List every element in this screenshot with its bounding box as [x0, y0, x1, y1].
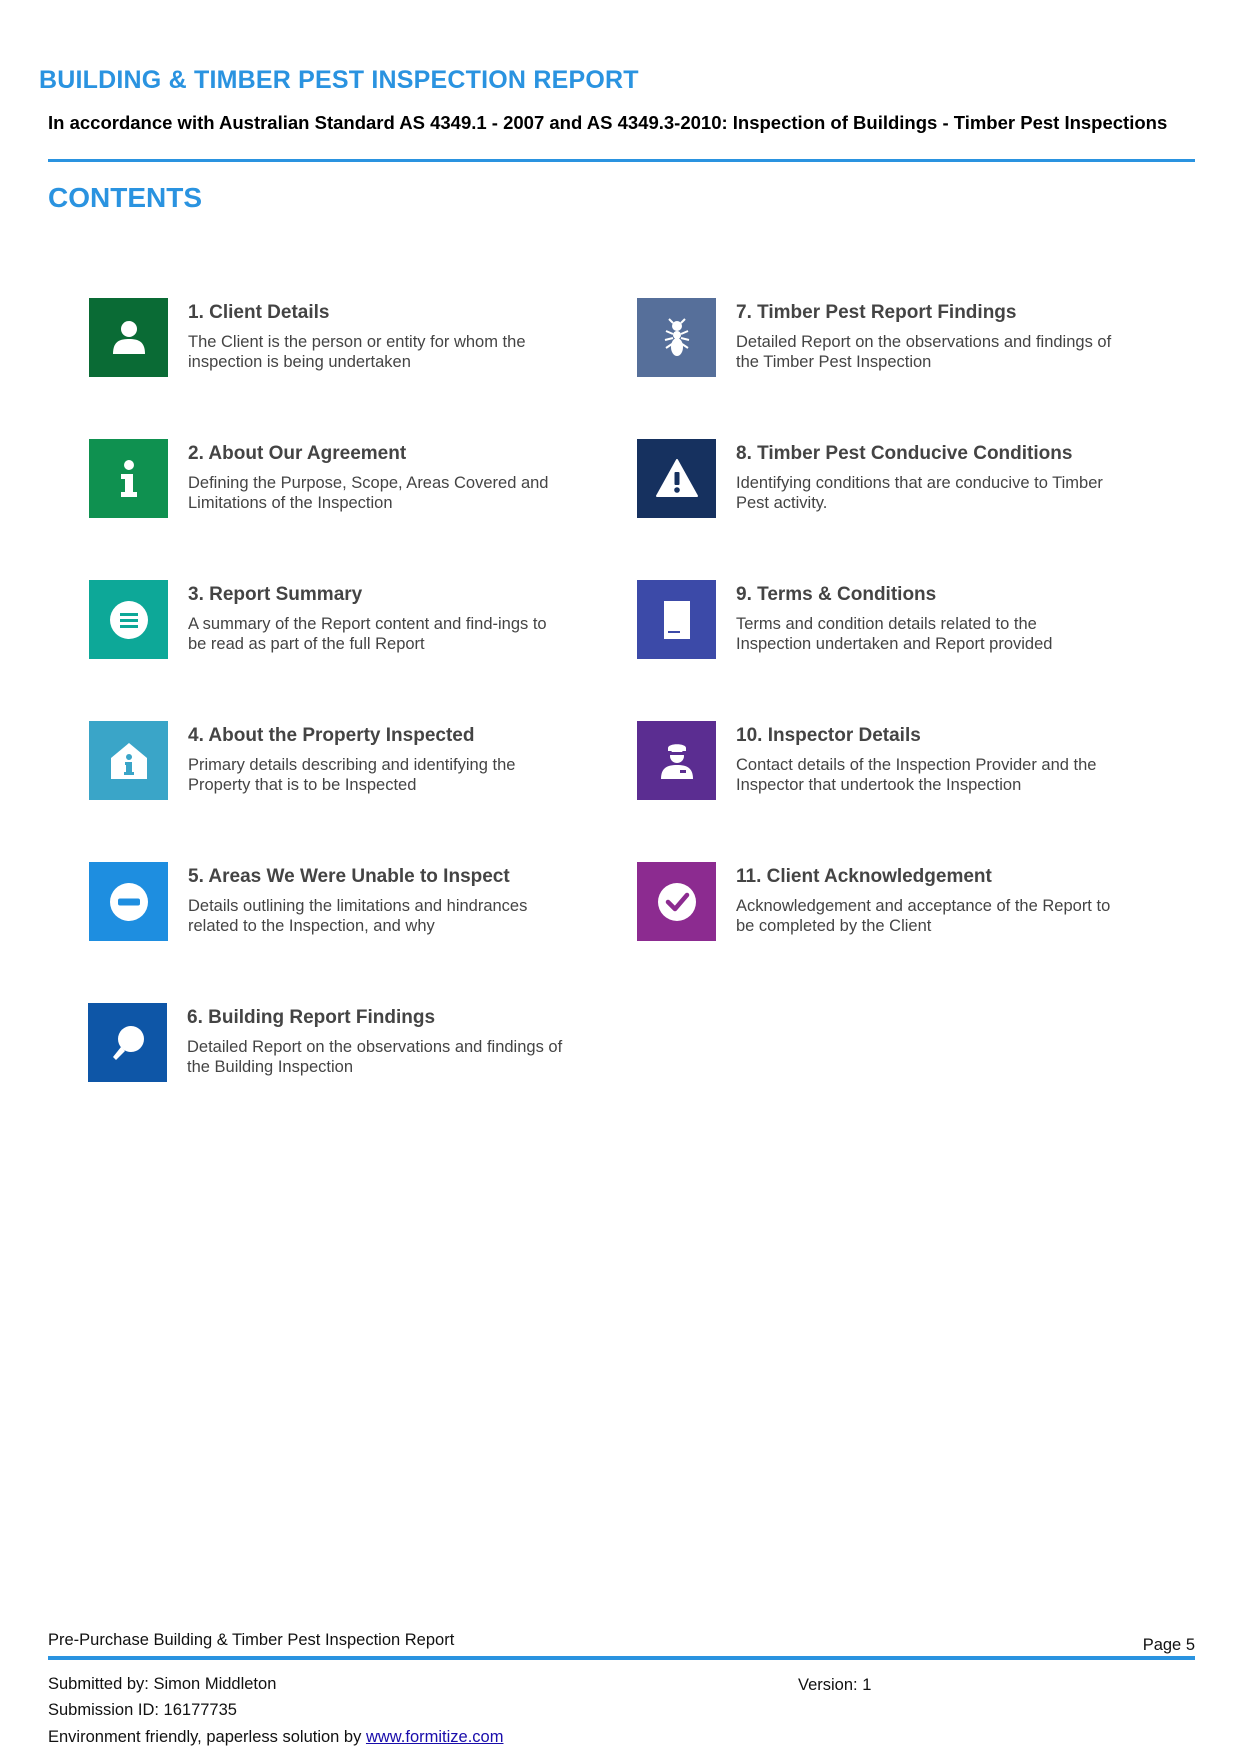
- tile-property-inspected: [89, 721, 168, 800]
- tile-client-details: [89, 298, 168, 377]
- contents-item-desc: Detailed Report on the observations and findings of the Building Inspection: [187, 1038, 563, 1076]
- tile-building-findings: [88, 1003, 167, 1082]
- submitted-by: Submitted by: Simon Middleton: [48, 1675, 277, 1693]
- version: Version: 1: [798, 1676, 872, 1694]
- environment-text: Environment friendly, paperless solution by: [48, 1728, 366, 1746]
- contents-item-title: 11. Client Acknowledgement: [736, 866, 992, 887]
- tile-areas-unable: [89, 862, 168, 941]
- tile-about-agreement: [89, 439, 168, 518]
- tile-report-summary: [89, 580, 168, 659]
- tile-client-acknowledgement: [637, 862, 716, 941]
- page-number: Page 5: [1142, 1636, 1195, 1654]
- contents-item-desc: Acknowledgement and acceptance of the Report to be completed by the Client: [736, 897, 1111, 935]
- contents-item-title: 6. Building Report Findings: [187, 1007, 436, 1028]
- tile-terms-conditions: [637, 580, 716, 659]
- house-info-icon: [105, 737, 153, 785]
- contents-item-title: 7. Timber Pest Report Findings: [736, 302, 1017, 323]
- contents-item-areas-unable[interactable]: [89, 862, 589, 942]
- contents-item-terms-conditions[interactable]: [637, 580, 1137, 660]
- formitize-link[interactable]: www.formitize.com: [365, 1728, 504, 1746]
- footer-report-name: Pre-Purchase Building & Timber Pest Inspection Report: [48, 1631, 455, 1649]
- contents-item-desc: Terms and condition details related to the Inspection undertaken and Report provided: [736, 615, 1053, 653]
- report-title: BUILDING & TIMBER PEST INSPECTION REPORT: [39, 66, 639, 94]
- tile-timber-pest-findings: [637, 298, 716, 377]
- contents-item-title: 5. Areas We Were Unable to Inspect: [188, 866, 510, 887]
- person-icon: [105, 314, 153, 362]
- termite-icon: [653, 314, 701, 362]
- contents-item-title: 3. Report Summary: [188, 584, 363, 605]
- contents-item-client-acknowledgement[interactable]: [637, 862, 1137, 942]
- contents-item-desc: Details outlining the limitations and hindrances related to the Inspection, and why: [188, 897, 528, 935]
- contents-item-conducive-conditions[interactable]: [637, 439, 1137, 519]
- info-icon: [105, 455, 153, 503]
- checkmark-icon: [653, 878, 701, 926]
- contents-item-title: 2. About Our Agreement: [188, 443, 407, 464]
- contents-item-title: 4. About the Property Inspected: [188, 725, 475, 746]
- contents-item-desc: A summary of the Report content and find-ings to be read as part of the full Report: [188, 615, 547, 653]
- tile-inspector-details: [637, 721, 716, 800]
- contents-item-desc: Defining the Purpose, Scope, Areas Covered and Limitations of the Inspection: [188, 474, 549, 512]
- contents-item-title: 9. Terms & Conditions: [736, 584, 937, 605]
- submission-id: Submission ID: 16177735: [48, 1701, 237, 1719]
- contents-item-desc: The Client is the person or entity for whom the inspection is being undertaken: [188, 333, 526, 371]
- contents-item-timber-pest-findings[interactable]: [637, 298, 1137, 378]
- contents-item-desc: Contact details of the Inspection Provider and the Inspector that undertook the Inspection: [736, 756, 1097, 794]
- summary-list-icon: [105, 596, 153, 644]
- contents-item-title: 10. Inspector Details: [736, 725, 921, 746]
- contents-item-desc: Identifying conditions that are conducive to Timber Pest activity.: [736, 474, 1103, 512]
- contents-item-inspector-details[interactable]: [637, 721, 1137, 801]
- warning-icon: [653, 455, 701, 503]
- contents-item-desc: Detailed Report on the observations and findings of the Timber Pest Inspection: [736, 333, 1112, 371]
- report-subtitle: In accordance with Australian Standard AS 4349.1 - 2007 and AS 4349.3-2010: Inspection of Buildings - Timber Pest Inspections: [48, 112, 1168, 133]
- footer-divider: [48, 1656, 1195, 1660]
- contents-item-building-findings[interactable]: [88, 1003, 588, 1083]
- contents-item-client-details[interactable]: [89, 298, 589, 378]
- contents-item-desc: Primary details describing and identifying the Property that is to be Inspected: [188, 756, 516, 794]
- no-entry-icon: [105, 878, 153, 926]
- tile-conducive-conditions: [637, 439, 716, 518]
- contents-heading: CONTENTS: [48, 182, 202, 213]
- contents-item-title: 8. Timber Pest Conducive Conditions: [736, 443, 1073, 464]
- document-icon: [653, 596, 701, 644]
- contents-item-property-inspected[interactable]: [89, 721, 589, 801]
- contents-item-about-agreement[interactable]: [89, 439, 589, 519]
- magnifier-icon: [104, 1019, 152, 1067]
- contents-item-report-summary[interactable]: [89, 580, 589, 660]
- contents-item-title: 1. Client Details: [188, 302, 330, 323]
- inspector-icon: [653, 737, 701, 785]
- environment-note: [48, 1728, 503, 1747]
- header-divider: [48, 159, 1195, 162]
